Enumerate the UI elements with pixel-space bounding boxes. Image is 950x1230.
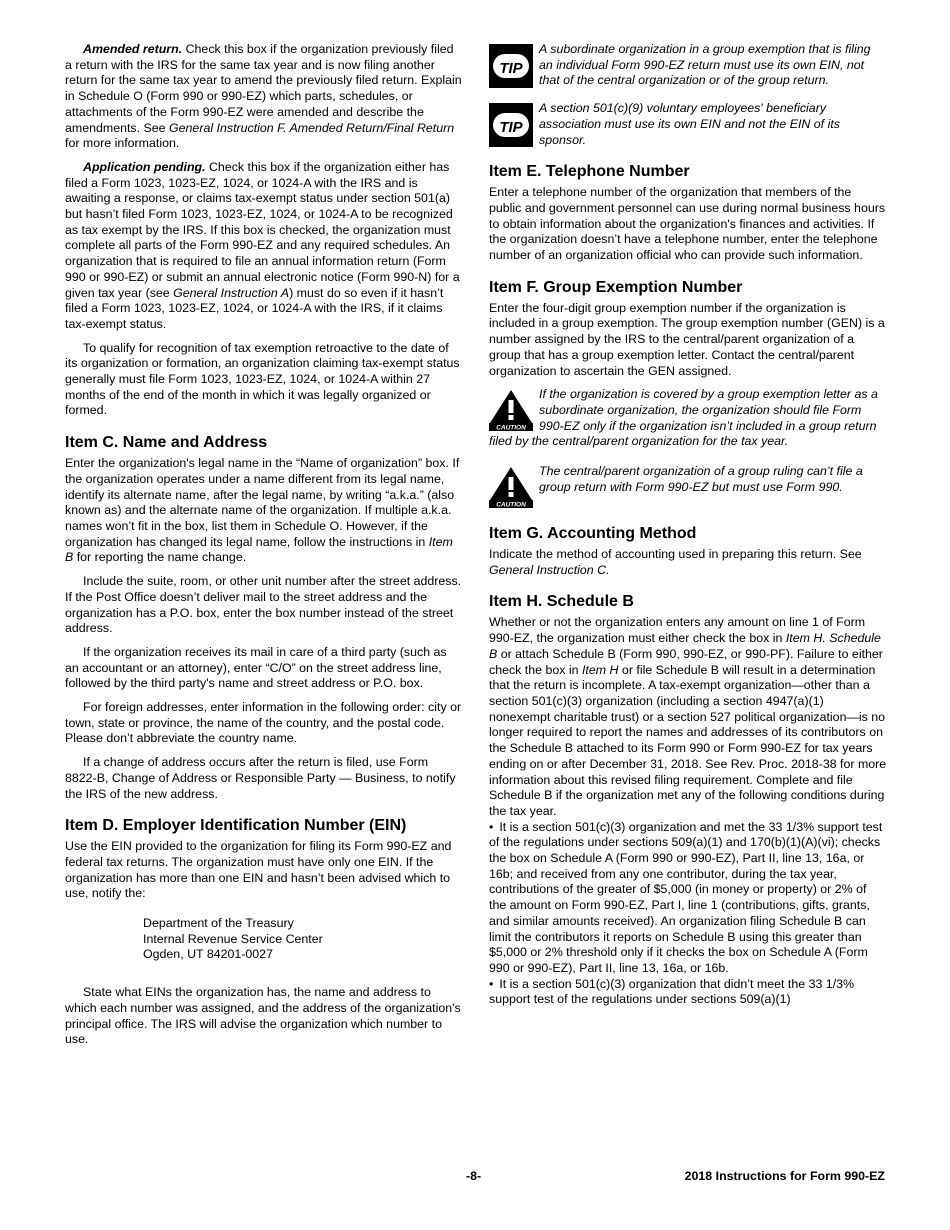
tip-icon	[489, 103, 533, 147]
item-c-reference: Item B	[65, 534, 453, 565]
address-line: Ogden, UT 84201-0027	[143, 947, 273, 962]
item-h-text-mid: or attach Schedule B (Form 990, 990-EZ, or 990-PF). Failure to either check the box in	[489, 646, 883, 677]
item-h-text: Whether or not the organization enters any amount on line 1 of Form 990-EZ, the organization must either check the box in	[489, 615, 866, 646]
item-c-paragraph-2: Include the suite, room, or other unit number after the street address. If the Post Office doesn’t deliver mail to the street address and the organization has a P.O. box, enter the box number instead of the street address.	[65, 574, 462, 636]
item-f-paragraph: Enter the four-digit group exemption number if the organization is included in a group exemption. The group exemption number (GEN) is a number assigned by the IRS to the central/parent organization of a group that has a group exemption letter. Contact the central/parent organization to ascertain the GEN assigned.	[489, 300, 885, 378]
application-pending-text: Check this box if the organization either has filed a Form 1023, 1023-EZ, 1024, or 1024-A with the IRS and is awaiting a response, or claims tax-exempt status under section 501(a) but hasn’t filed Form 1023, 1023-EZ, 1024, or 1024-A to be recognized as tax exempt by the IRS. If this box is checked, the organization must complete all parts of the Form 990-EZ and any required schedules. An organization that is required to file an annual information return (Form 990 or 990-EZ) or submit an annual electronic notice (Form 990-N) for a given tax year (see	[65, 159, 460, 300]
page-number: -8-	[466, 1169, 482, 1183]
caution-note-1	[489, 387, 887, 450]
item-g-reference: General Instruction C.	[489, 562, 610, 577]
bullet-item-1: • It is a section 501(c)(3) organization and met the 33 1/3% support test of the regulations under sections 509(a)(1) and 170(b)(1)(A)(vi); checks the box on Schedule A (Form 990 or 990-EZ), Part II, line 13, 16a, or 16b; and received from any one contributor, during the tax year, contributions of the greater of $5,000 (in money or property) or 2% of the amount on Form 990-EZ, Part I, line 1 (contributions, gifts, grants, and similar amounts received). An organization filing Schedule B can limit the contributors it reports on Schedule B using this greater than $5,000 or 2% threshold only if it checks the box on Schedule A (Form 990 or 990-EZ), Part II, line 13, 16a, or 16b.	[489, 820, 887, 977]
amended-return-paragraph	[65, 42, 463, 152]
item-h-reference: Item H	[581, 662, 619, 677]
tip-icon	[489, 44, 533, 88]
amended-return-reference: General Instruction F. Amended Return/Final Return	[169, 120, 455, 135]
application-pending-text-end: ) must do so even if it hasn’t filed a Form 1023, 1023-EZ, 1024, or 1024-A with the IRS, if it claims tax-exempt status.	[65, 285, 444, 331]
address-line: Department of the Treasury	[143, 916, 294, 931]
left-column	[65, 42, 463, 1056]
amended-return-label: Amended return.	[83, 42, 183, 56]
application-pending-label: Application pending.	[83, 159, 206, 174]
tip-note-2	[489, 101, 887, 148]
item-d-paragraph-1: Use the EIN provided to the organization for filing its Form 990-EZ and federal tax returns. The organization must have only one EIN. If the organization has more than one EIN and hasn’t been advised which to use, notify the:	[65, 839, 452, 901]
item-e-heading: Item E. Telephone Number	[489, 163, 690, 181]
item-c-paragraph-4: For foreign addresses, enter information in the following order: city or town, state or province, the name of the country, and the postal code. Please don’t abbreviate the country name.	[65, 700, 462, 746]
item-h-reference: Item H. Schedule B	[489, 631, 881, 661]
caution-note-2	[489, 464, 887, 510]
caution-text-2: The central/parent organization of a group ruling can’t file a group return with Form 990-EZ but must use Form 990.	[539, 464, 863, 494]
item-c-text-end: for reporting the name change.	[73, 550, 247, 565]
item-c-paragraph-3: If the organization receives its mail in care of a third party (such as an accountant or an attorney), enter “C/O” on the street address line, followed by the third party's name and street address or P.O. box.	[65, 644, 447, 691]
qualify-paragraph: To qualify for recognition of tax exemption retroactive to the date of its organization or formation, an organization claiming tax-exempt status generally must file Form 1023, 1023-EZ, 1024, or 1024-A within 27 months of the end of the month in which it was legally organized or formed.	[65, 340, 460, 418]
caution-icon	[489, 466, 533, 508]
amended-return-text-end: for more information.	[65, 136, 180, 151]
tip-note-1	[489, 42, 887, 89]
caution-badge-label: CAUTION	[496, 424, 526, 432]
item-g-heading: Item G. Accounting Method	[489, 525, 697, 543]
item-g-text: Indicate the method of accounting used in preparing this return. See	[489, 547, 862, 562]
tip-text-1: A subordinate organization in a group exemption that is filing an individual Form 990-EZ return must use its own EIN, not that of the central organization or of the group return.	[539, 42, 871, 88]
application-pending-reference: General Instruction A	[173, 285, 290, 300]
item-d-heading: Item D. Employer Identification Number (EIN)	[65, 817, 407, 835]
item-e-paragraph: Enter a telephone number of the organization that members of the public and government personnel can use during normal business hours to obtain information about the organization's finances and activities. If the organization doesn’t have a telephone number, enter the telephone number of an organization official who can provide such information.	[489, 185, 886, 263]
bullet-item-2: • It is a section 501(c)(3) organization that didn’t meet the 33 1/3% support test of the regulations under sections 509(a)(1)	[489, 977, 887, 1008]
item-h-heading: Item H. Schedule B	[489, 593, 634, 611]
document-title: 2018 Instructions for Form 990-EZ	[684, 1169, 885, 1183]
irs-address-block	[143, 916, 463, 963]
tip-badge-label: TIP	[499, 119, 523, 137]
item-c-paragraph-1	[65, 456, 463, 566]
item-f-heading: Item F. Group Exemption Number	[489, 278, 743, 296]
tip-text-2: A section 501(c)(9) voluntary employees' beneficiary association must use its own EIN and not the EIN of its sponsor.	[539, 101, 840, 147]
right-column	[489, 42, 887, 1008]
item-c-heading: Item C. Name and Address	[65, 434, 268, 452]
caution-text-1: If the organization is covered by a group exemption letter as a subordinate organization, the organization should file Form 990-EZ only if the organization isn’t included in a group return filed by the central/parent organization for the tax year.	[489, 387, 878, 449]
caution-icon	[489, 389, 533, 431]
item-h-text-end: or file Schedule B will result in a determination that the return is incomplete. A tax-exempt organization—other than a section 501(c)(3) organization (including a section 4947(a)(1) nonexempt charitable trust) or a section 527 political organization—is no longer required to report the names and addresses of its contributors on the Schedule B attached to its Form 990 or Form 990-EZ for tax years ending on or after December 31, 2018. See Rev. Proc. 2018-38 for more information about this revised filing requirement. Complete and file Schedule B if the organization met any of the following conditions during the tax year.	[489, 662, 887, 818]
item-d-paragraph-2: State what EINs the organization has, the name and address to which each number was assigned, and the address of the organization's principal office. The IRS will advise the organization which number to use.	[65, 985, 461, 1047]
item-g-paragraph	[489, 547, 887, 578]
caution-badge-label: CAUTION	[496, 501, 526, 509]
tip-badge-label: TIP	[499, 60, 523, 77]
application-pending-paragraph	[65, 160, 463, 333]
amended-return-text: Check this box if the organization previously filed a return with the IRS for the same tax year and is now filing another return for the same tax year to amend the previously filed return. Explain in Schedule O (Form 990 or 990-EZ) which parts, schedules, or attachments of the Form 990-EZ were amended and describe the amendments. See	[65, 42, 462, 135]
address-line: Internal Revenue Service Center	[143, 931, 323, 946]
item-c-text: Enter the organization's legal name in the “Name of organization” box. If the organization operates under a name different from its legal name, identify its alternate name, after the legal name, by writing “a.k.a.” (also known as) and the alternate name of the organization. If multiple a.k.a. names won’t fit in the box, list them in Schedule O. However, if the organization has changed its legal name, follow the instructions in	[65, 456, 460, 549]
item-h-paragraph	[489, 615, 887, 819]
item-c-paragraph-5: If a change of address occurs after the return is filed, use Form 8822-B, Change of Address or Responsible Party — Business, to notify the IRS of the new address.	[65, 755, 456, 801]
